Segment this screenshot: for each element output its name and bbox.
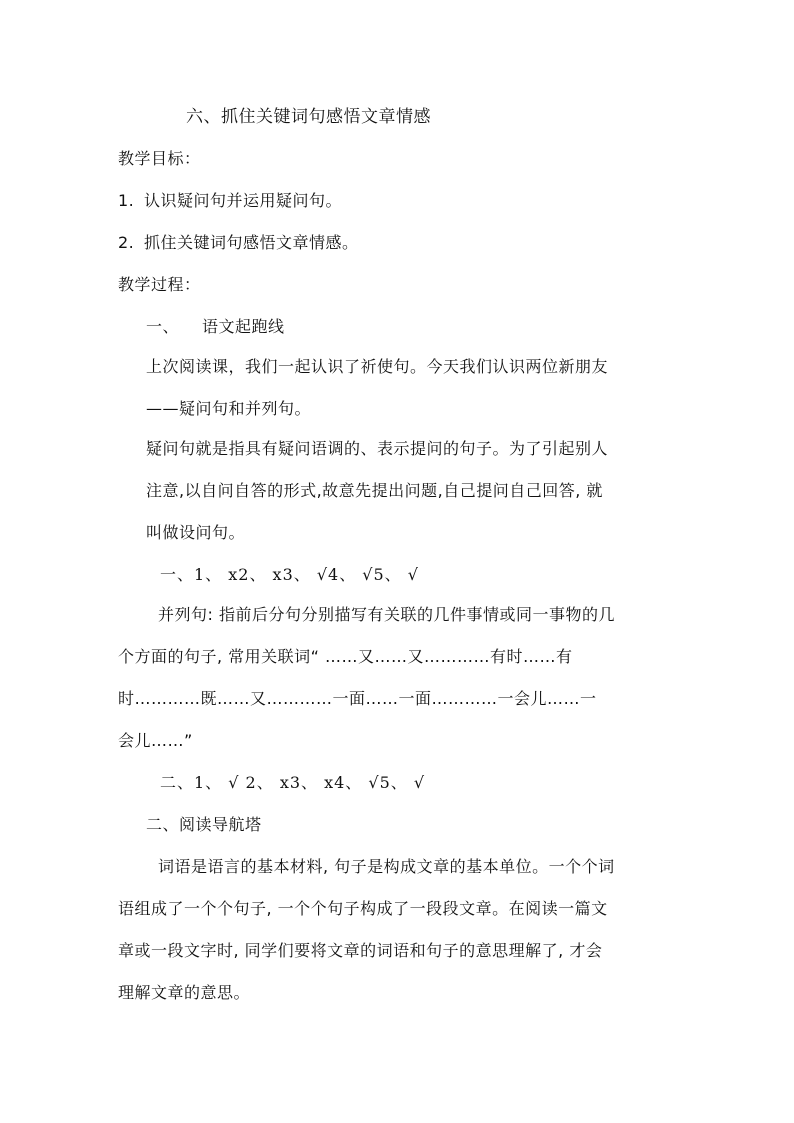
question-def-line: 疑问句就是指具有疑问语调的、表示提问的句子。为了引起别人 <box>146 439 609 458</box>
section1-intro-line: ——疑问句和并列句。 <box>146 399 312 418</box>
objective-item-1 <box>118 190 342 212</box>
process-heading: 教学过程： <box>118 275 201 294</box>
answers-part1: 一、1、 x2、 x3、 √4、 √5、 √ <box>160 565 419 584</box>
section1-title: 语文起跑线 <box>202 317 285 336</box>
objective-text: 抓住关键词句感悟文章情感。 <box>144 233 359 252</box>
section1-number: 一、 <box>146 317 180 336</box>
parallel-def-line: 并列句: 指前后分句分别描写有关联的几件事情或同一事物的几 <box>158 605 615 624</box>
objectives-heading: 教学目标： <box>118 149 201 168</box>
objective-number: 1. <box>118 191 135 210</box>
question-def-line: 注意,以自问自答的形式,故意先提出问题,自己提问自己回答, 就 <box>146 481 603 500</box>
parallel-def-line: 会儿……” <box>118 731 193 750</box>
parallel-def-line: 时…………既……又…………一面……一面…………一会儿……一 <box>118 689 597 708</box>
section2-line: 理解文章的意思。 <box>118 983 251 1002</box>
parallel-def-line: 个方面的句子, 常用关联词“ ……又……又…………有时……有 <box>118 647 573 666</box>
question-def-line: 叫做设问句。 <box>146 523 246 542</box>
objective-text: 认识疑问句并运用疑问句。 <box>144 191 343 210</box>
section2-line: 语组成了一个个句子, 一个个句子构成了一段段文章。在阅读一篇文 <box>118 899 608 918</box>
section1-intro-line: 上次阅读课，我们一起认识了祈使句。今天我们认识两位新朋友 <box>146 357 609 376</box>
section2-line: 章或一段文字时, 同学们要将文章的词语和句子的意思理解了, 才会 <box>118 941 603 960</box>
document-title: 六、抓住关键词句感悟文章情感 <box>186 107 431 127</box>
objective-item-2 <box>118 232 359 254</box>
answers-part2: 二、1、 √ 2、 x3、 x4、 √5、 √ <box>160 773 426 792</box>
section1-heading <box>146 316 285 338</box>
section2-line: 词语是语言的基本材料, 句子是构成文章的基本单位。一个个词 <box>158 857 615 876</box>
section2-heading: 二、阅读导航塔 <box>146 815 262 834</box>
objective-number: 2. <box>118 233 135 252</box>
